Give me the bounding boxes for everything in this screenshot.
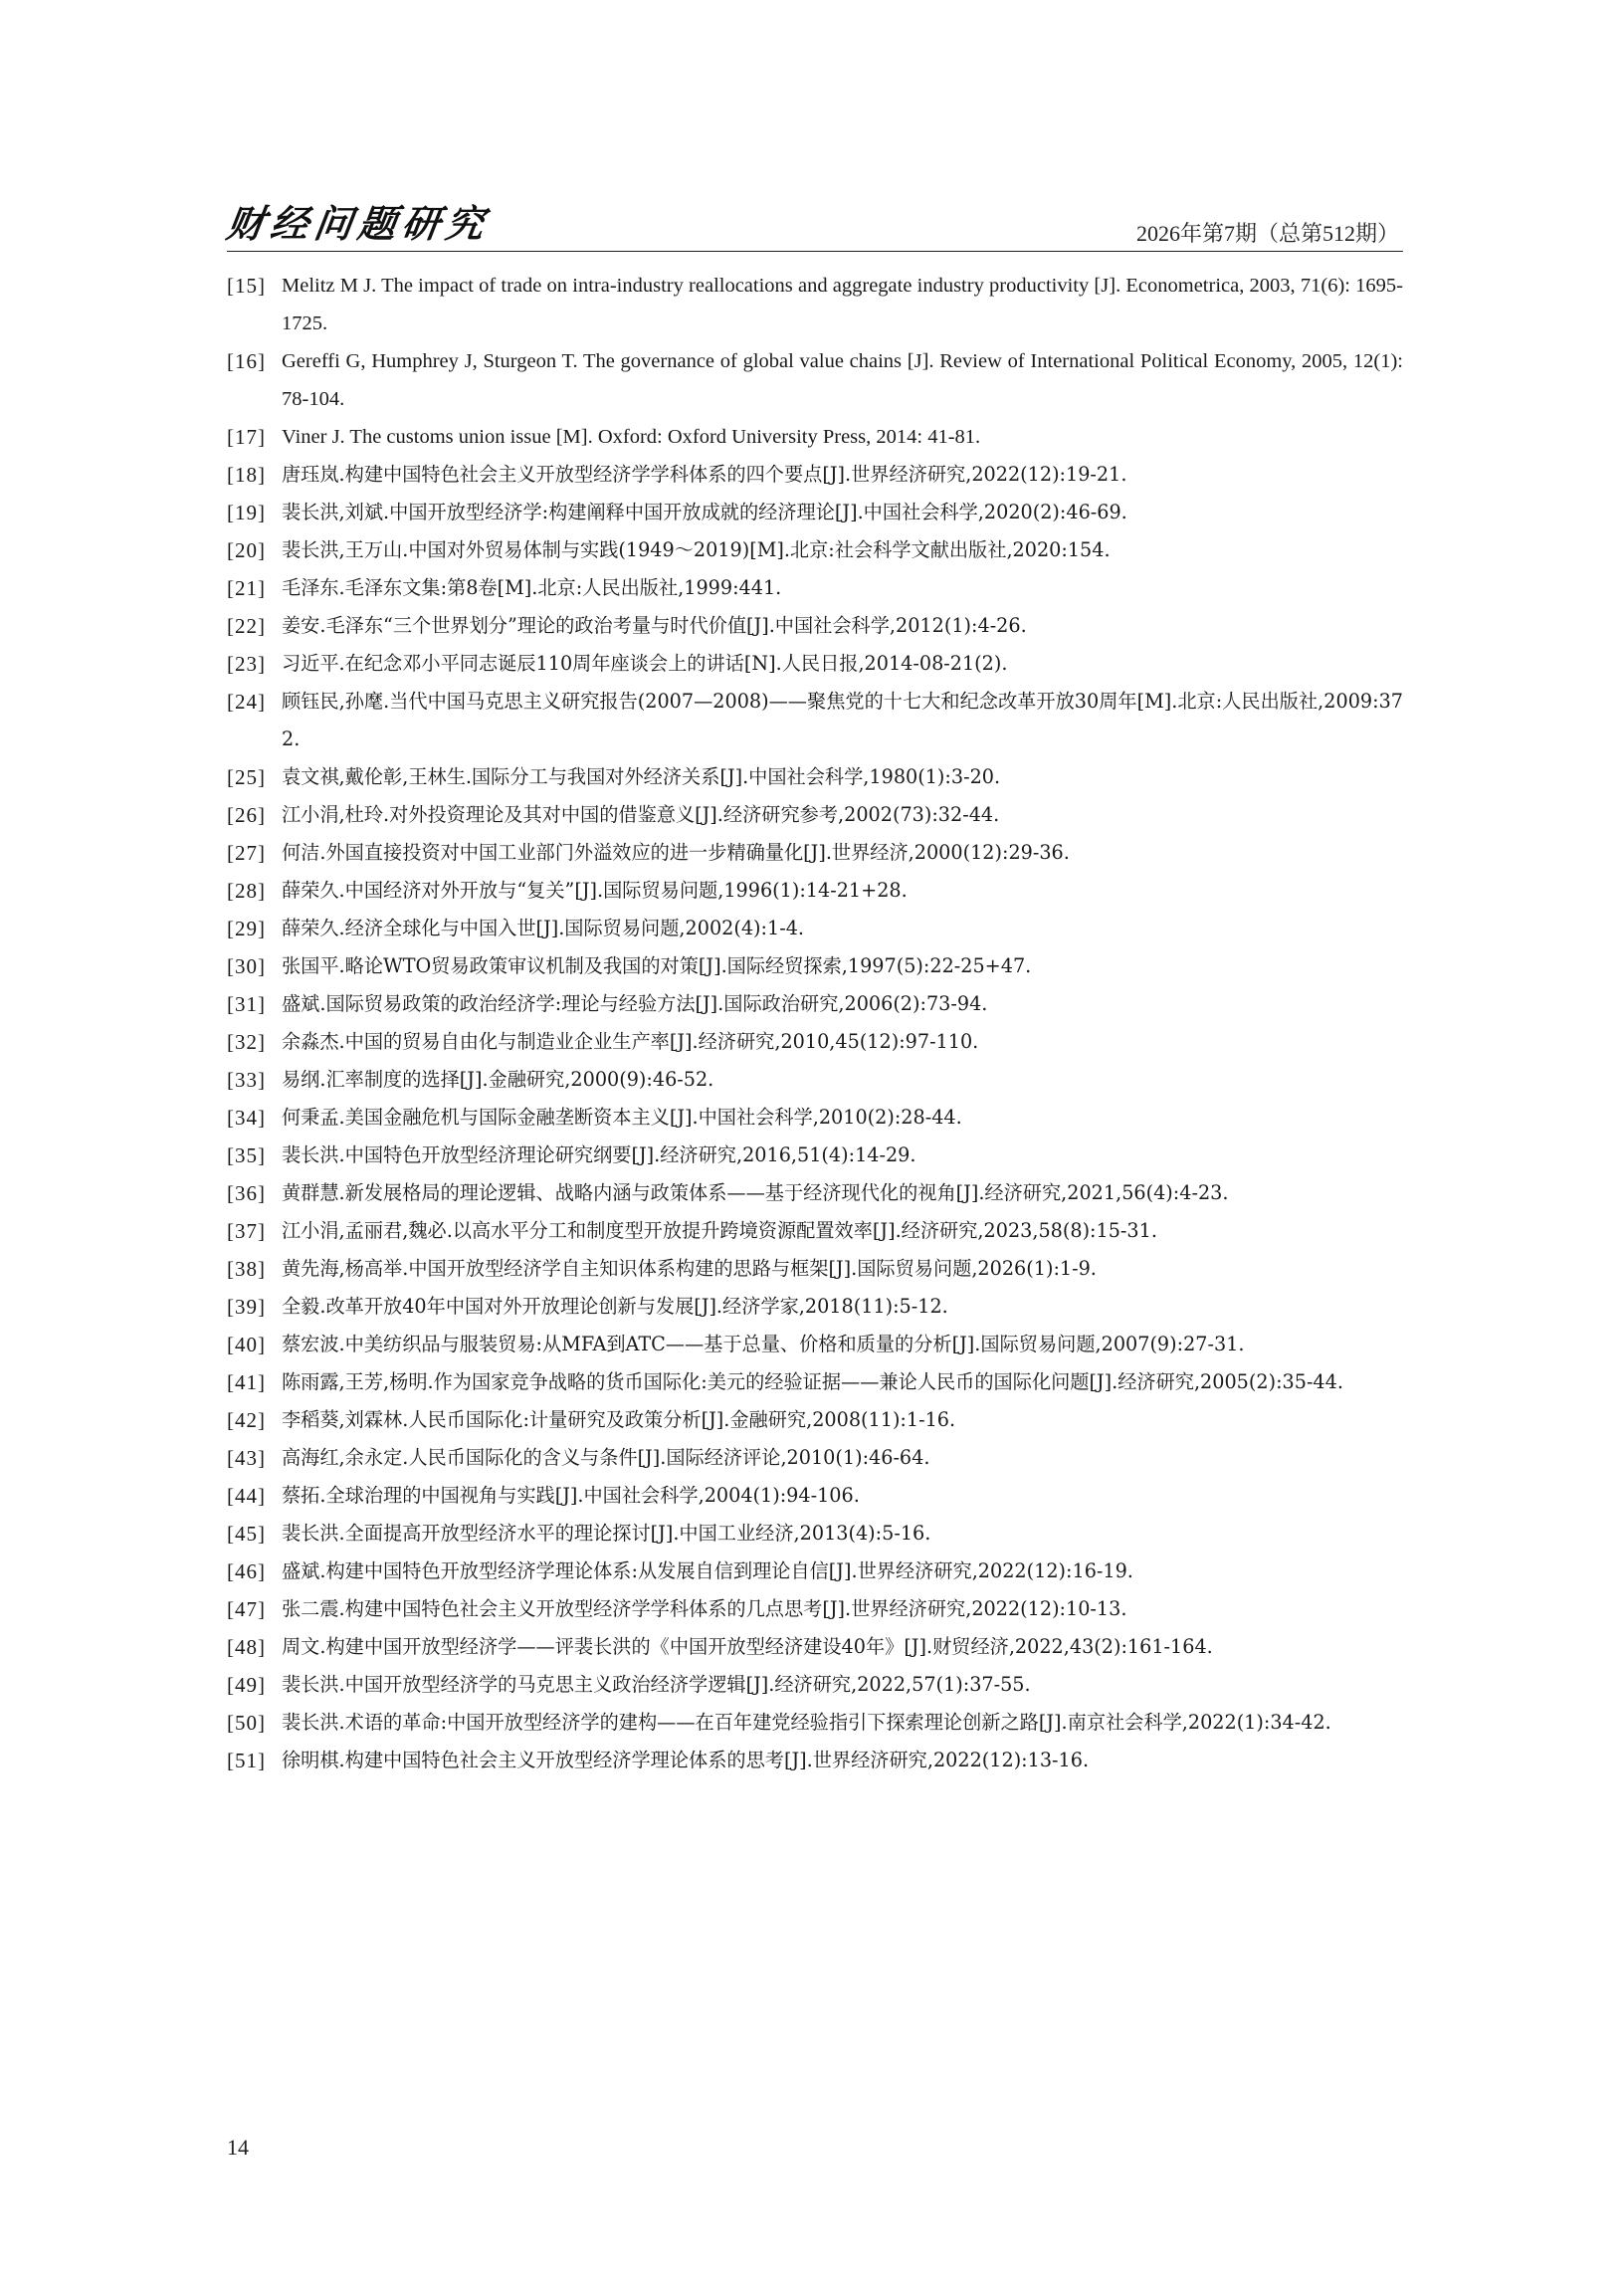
reference-item [227,1666,1403,1704]
reference-text: 裴长洪.中国开放型经济学的马克思主义政治经济学逻辑[J].经济研究,2022,57(1):37-55. [282,1673,1031,1696]
reference-number: [20] [227,538,266,562]
reference-number: [30] [227,954,266,978]
reference-number: [15] [227,274,266,298]
journal-logo: 财经问题研究 [223,201,494,246]
reference-text: 毛泽东.毛泽东文集:第8卷[M].北京:人民出版社,1999:441. [282,576,782,599]
reference-number: [17] [227,425,266,449]
reference-number: [35] [227,1143,266,1167]
reference-item [227,645,1403,683]
reference-text: 唐珏岚.构建中国特色社会主义开放型经济学学科体系的四个要点[J].世界经济研究,2022(12):19-21. [282,463,1127,486]
reference-number: [19] [227,501,266,524]
reference-text: 薛荣久.经济全球化与中国入世[J].国际贸易问题,2002(4):1-4. [282,917,804,939]
reference-text: 张二震.构建中国特色社会主义开放型经济学学科体系的几点思考[J].世界经济研究,2022(12):10-13. [282,1597,1127,1620]
reference-text: 盛斌.国际贸易政策的政治经济学:理论与经验方法[J].国际政治研究,2006(2):73-94. [282,992,988,1015]
reference-item [227,1363,1403,1401]
reference-text: 裴长洪,刘斌.中国开放型经济学:构建阐释中国开放成就的经济理论[J].中国社会科学,2020(2):46-69. [282,501,1127,523]
reference-number: [50] [227,1711,266,1735]
reference-item [227,494,1403,531]
reference-item [227,1515,1403,1553]
reference-number: [40] [227,1333,266,1356]
reference-number: [33] [227,1068,266,1092]
reference-number: [25] [227,765,266,789]
reference-item [227,1174,1403,1212]
reference-number: [31] [227,992,266,1016]
reference-number: [39] [227,1295,266,1319]
reference-text: 张国平.略论WTO贸易政策审议机制及我国的对策[J].国际经贸探索,1997(5):22-25+47. [282,954,1032,977]
reference-text: 薛荣久.中国经济对外开放与“复关”[J].国际贸易问题,1996(1):14-21+28. [282,879,908,902]
reference-item [227,1250,1403,1288]
reference-item [227,1401,1403,1439]
reference-text: Melitz M J. The impact of trade on intra-industry reallocations and aggregate industry productivity [J]. Econometrica, 2003, 71(6): 1695-1725. [282,275,1403,334]
reference-number: [43] [227,1446,266,1470]
reference-text: 姜安.毛泽东“三个世界划分”理论的政治考量与时代价值[J].中国社会科学,2012(1):4-26. [282,614,1027,637]
reference-item [227,910,1403,947]
reference-text: Gereffi G, Humphrey J, Sturgeon T. The governance of global value chains [J]. Review of International Political Economy, 2005, 12(1): 78-104. [282,350,1403,410]
reference-item [227,1628,1403,1666]
reference-number: [23] [227,652,266,676]
reference-text: 高海红,余永定.人民币国际化的含义与条件[J].国际经济评论,2010(1):46-64. [282,1446,930,1469]
reference-number: [49] [227,1673,266,1697]
reference-text: 盛斌.构建中国特色开放型经济学理论体系:从发展自信到理论自信[J].世界经济研究,2022(12):16-19. [282,1559,1133,1582]
reference-item [227,872,1403,910]
reference-item [227,1061,1403,1099]
reference-text: 江小涓,孟丽君,魏必.以高水平分工和制度型开放提升跨境资源配置效率[J].经济研究,2023,58(8):15-31. [282,1219,1157,1242]
reference-number: [48] [227,1635,266,1659]
reference-number: [28] [227,879,266,903]
reference-number: [37] [227,1219,266,1243]
reference-item [227,947,1403,985]
reference-item [227,683,1403,758]
issue-label: 2026年第7期（总第512期） [1135,221,1399,246]
reference-item [227,1326,1403,1363]
reference-number: [47] [227,1597,266,1621]
reference-number: [38] [227,1257,266,1281]
reference-text: 蔡宏波.中美纺织品与服装贸易:从MFA到ATC——基于总量、价格和质量的分析[J].国际贸易问题,2007(9):27-31. [282,1333,1245,1355]
reference-number: [34] [227,1106,266,1130]
reference-item [227,342,1403,418]
reference-text: 蔡拓.全球治理的中国视角与实践[J].中国社会科学,2004(1):94-106. [282,1484,860,1507]
reference-text: 全毅.改革开放40年中国对外开放理论创新与发展[J].经济学家,2018(11):5-12. [282,1295,948,1318]
reference-text: Viner J. The customs union issue [M]. Oxford: Oxford University Press, 2014: 41-81. [282,426,981,448]
reference-number: [24] [227,690,266,714]
reference-item [227,1439,1403,1477]
reference-number: [45] [227,1522,266,1546]
reference-item [227,1742,1403,1779]
reference-text: 易纲.汇率制度的选择[J].金融研究,2000(9):46-52. [282,1068,714,1091]
reference-text: 裴长洪,王万山.中国对外贸易体制与实践(1949～2019)[M].北京:社会科学文献出版社,2020:154. [282,538,1111,561]
reference-item [227,1099,1403,1137]
page-number: 14 [227,2135,249,2160]
reference-text: 周文.构建中国开放型经济学——评裴长洪的《中国开放型经济建设40年》[J].财贸经济,2022,43(2):161-164. [282,1635,1213,1658]
reference-item [227,1137,1403,1174]
reference-text: 江小涓,杜玲.对外投资理论及其对中国的借鉴意义[J].经济研究参考,2002(73):32-44. [282,803,1000,826]
reference-number: [26] [227,803,266,827]
reference-item [227,531,1403,569]
reference-item [227,1477,1403,1515]
reference-item [227,267,1403,342]
reference-text: 何秉孟.美国金融危机与国际金融垄断资本主义[J].中国社会科学,2010(2):28-44. [282,1106,962,1129]
reference-number: [29] [227,917,266,940]
reference-text: 裴长洪.全面提高开放型经济水平的理论探讨[J].中国工业经济,2013(4):5-16. [282,1522,931,1545]
reference-number: [46] [227,1559,266,1583]
reference-text: 黄先海,杨高举.中国开放型经济学自主知识体系构建的思路与框架[J].国际贸易问题,2026(1):1-9. [282,1257,1097,1280]
reference-item [227,985,1403,1023]
reference-text: 余淼杰.中国的贸易自由化与制造业企业生产率[J].经济研究,2010,45(12):97-110. [282,1030,979,1053]
reference-item [227,1590,1403,1628]
reference-number: [51] [227,1749,266,1772]
reference-list [227,267,1403,1779]
reference-number: [16] [227,349,266,373]
reference-item [227,418,1403,456]
reference-text: 顾钰民,孙麾.当代中国马克思主义研究报告(2007—2008)——聚焦党的十七大和纪念改革开放30周年[M].北京:人民出版社,2009:372. [282,690,1403,750]
reference-text: 裴长洪.术语的革命:中国开放型经济学的建构——在百年建党经验指引下探索理论创新之路[J].南京社会科学,2022(1):34-42. [282,1711,1331,1734]
reference-item [227,834,1403,872]
page-header [223,201,1403,252]
reference-number: [42] [227,1408,266,1432]
reference-text: 黄群慧.新发展格局的理论逻辑、战略内涵与政策体系——基于经济现代化的视角[J].经济研究,2021,56(4):4-23. [282,1181,1229,1204]
reference-item [227,1704,1403,1742]
reference-number: [32] [227,1030,266,1054]
reference-item [227,1288,1403,1326]
reference-text: 习近平.在纪念邓小平同志诞辰110周年座谈会上的讲话[N].人民日报,2014-08-21(2). [282,652,1008,675]
reference-number: [44] [227,1484,266,1508]
reference-text: 裴长洪.中国特色开放型经济理论研究纲要[J].经济研究,2016,51(4):14-29. [282,1143,916,1166]
reference-text: 陈雨露,王芳,杨明.作为国家竞争战略的货币国际化:美元的经验证据——兼论人民币的国际化问题[J].经济研究,2005(2):35-44. [282,1370,1343,1393]
reference-item [227,1553,1403,1590]
reference-item [227,1023,1403,1061]
reference-item [227,607,1403,645]
reference-item [227,456,1403,494]
reference-number: [36] [227,1181,266,1205]
reference-item [227,796,1403,834]
reference-item [227,1212,1403,1250]
reference-item [227,569,1403,607]
reference-number: [21] [227,576,266,600]
reference-text: 李稻葵,刘霖林.人民币国际化:计量研究及政策分析[J].金融研究,2008(11):1-16. [282,1408,956,1431]
reference-number: [18] [227,463,266,487]
reference-number: [41] [227,1370,266,1394]
reference-item [227,758,1403,796]
reference-number: [22] [227,614,266,638]
reference-text: 袁文祺,戴伦彰,王林生.国际分工与我国对外经济关系[J].中国社会科学,1980(1):3-20. [282,765,1001,788]
reference-number: [27] [227,841,266,865]
reference-text: 何洁.外国直接投资对中国工业部门外溢效应的进一步精确量化[J].世界经济,2000(12):29-36. [282,841,1070,864]
reference-text: 徐明棋.构建中国特色社会主义开放型经济学理论体系的思考[J].世界经济研究,2022(12):13-16. [282,1749,1090,1771]
